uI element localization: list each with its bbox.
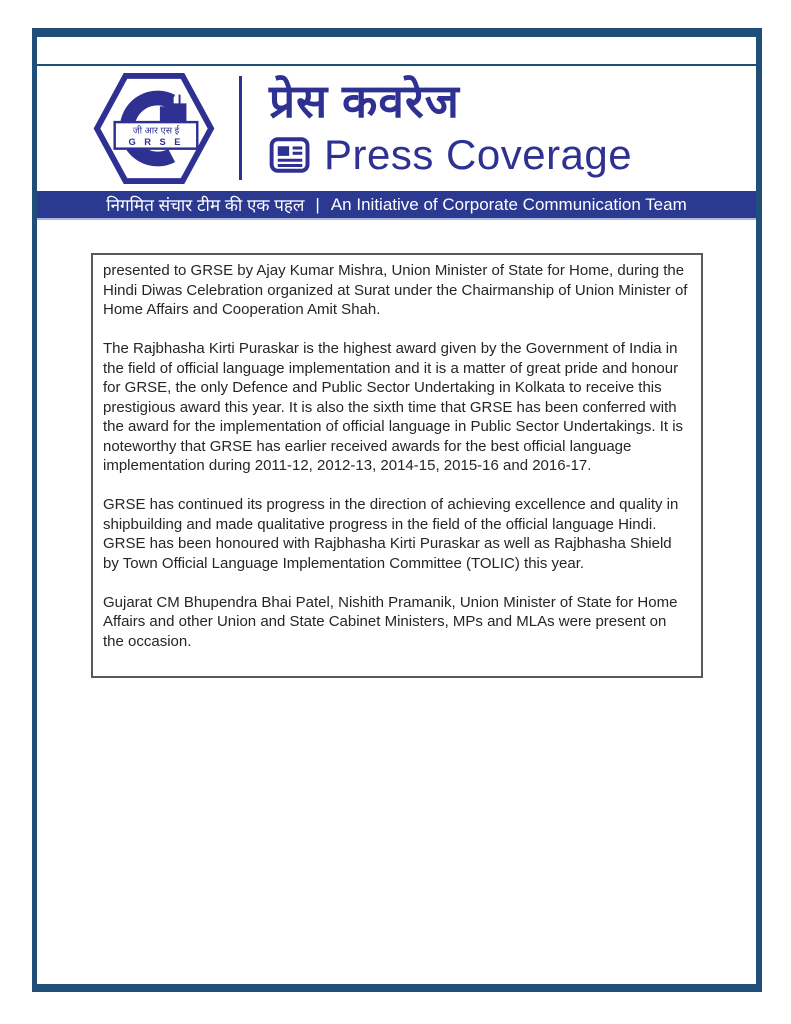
article-text-box xyxy=(91,253,703,678)
page-title-row xyxy=(269,131,632,179)
grse-hexagon-logo-icon xyxy=(93,70,215,187)
header-titles xyxy=(269,74,633,180)
grse-logo xyxy=(93,70,215,187)
banner-text-english: An Initiative of Corporate Communication Team xyxy=(330,194,687,214)
logo-latin-acronym: G R S E xyxy=(128,136,184,147)
banner-text-hindi: निगमित संचार टीम की एक पहल xyxy=(106,196,305,215)
article-paragraph: Gujarat CM Bhupendra Bhai Patel, Nishith Pramanik, Union Minister of State for Home Affairs and other Union and State Cabinet Ministers, MPs and MLAs were present on the occasion. xyxy=(103,593,678,650)
initiative-banner xyxy=(37,191,756,220)
article-paragraph: presented to GRSE by Ajay Kumar Mishra, Union Minister of State for Home, during the Hindi Diwas Celebration organized at Surat under the Chairmanship of Union Minister of Home Affairs and Cooperation Amit Shah. xyxy=(103,262,688,318)
header-vertical-divider xyxy=(239,76,242,180)
banner-separator: | xyxy=(315,194,320,214)
article-paragraph: GRSE has continued its progress in the direction of achieving excellence and quality in shipbuilding and made qualitative progress in the field of the official language Hindi. GRSE has been honoured with Rajbhasha Kirti Puraskar as well as Rajbhasha Shield by Town Official Language Implementation Committee (TOLIC) this year. xyxy=(103,496,679,572)
article-paragraph: The Rajbhasha Kirti Puraskar is the highest award given by the Government of India in the field of official language implementation and it is a matter of great pride and honour for GRSE, the only Defence and Public Sector Undertaking in Kolkata to receive this prestigious award this year. It is also the sixth time that GRSE has been conferred with the award for the implementation of official language in Public Sector Undertakings. It is noteworthy that GRSE has earlier received awards for the best official language implementation during 2011-12, 2012-13, 2014-15, 2015-16 and 2016-17. xyxy=(103,340,684,474)
page-title-english: Press Coverage xyxy=(324,131,633,179)
logo-hindi-acronym: जी आर एस ई xyxy=(132,124,180,135)
page-header xyxy=(37,66,756,190)
page-title-hindi: प्रेस कवरेज xyxy=(269,74,460,127)
newspaper-icon xyxy=(269,135,311,175)
